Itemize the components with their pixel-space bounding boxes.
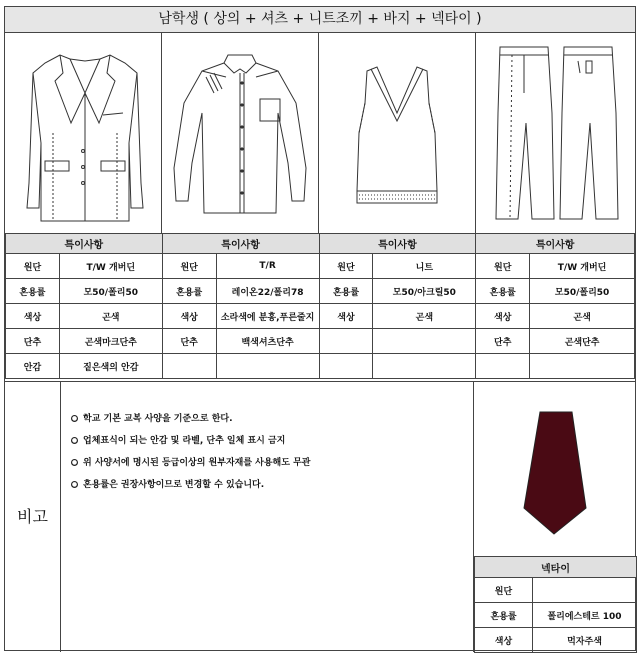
spec-label: 안감 [6,354,60,379]
remark-text: 학교 기본 교복 사양을 기준으로 한다. [83,414,233,424]
list-item [71,434,471,456]
bullet-icon: ● [71,481,78,488]
remark-text: 혼용률은 권장사항이므로 변경할 수 있습니다. [83,480,265,490]
bullet-icon: ● [71,415,78,422]
spec-value [373,354,476,379]
list-item [71,456,471,478]
spec-value [533,578,637,603]
spec-label: 단추 [162,329,216,354]
list-item [71,412,471,434]
list-item [71,478,471,500]
necktie-table [474,556,637,653]
spec-value: T/W 개버딘 [59,254,162,279]
spec-label: 혼용률 [162,279,216,304]
spec-value: 먹자주색 [533,628,637,653]
spec-value [530,354,635,379]
spec-label: 혼용률 [319,279,373,304]
spec-label [476,354,530,379]
spec-label: 단추 [6,329,60,354]
necktie-panel [473,382,636,652]
spec-label: 색상 [162,304,216,329]
spec-label: 원단 [475,578,533,603]
remarks-section [5,381,635,652]
spec-label: 원단 [476,254,530,279]
spec-value: 백색셔츠단추 [216,329,319,354]
spec-value [216,354,319,379]
spec-label: 원단 [6,254,60,279]
spec-value: 곤색 [530,304,635,329]
spec-row-color [6,304,635,329]
remarks-label: 비고 [5,382,61,652]
spec-label: 원단 [319,254,373,279]
necktie-header: 넥타이 [475,557,637,578]
spec-value: 레이온22/폴리78 [216,279,319,304]
spec-label: 혼용률 [6,279,60,304]
spec-sheet [4,6,636,651]
bullet-icon: ● [71,459,78,466]
spec-header-jacket: 특이사항 [6,234,163,254]
spec-label [162,354,216,379]
spec-label: 색상 [476,304,530,329]
spec-value: 곤색 [373,304,476,329]
spec-value: 곤색마크단추 [59,329,162,354]
spec-value: T/R [216,254,319,279]
spec-header-vest: 특이사항 [319,234,476,254]
spec-label: 색상 [319,304,373,329]
spec-row-blend [6,279,635,304]
spec-value: 곤색 [59,304,162,329]
spec-row-lining [6,354,635,379]
spec-label: 색상 [6,304,60,329]
spec-value: 곤색단추 [530,329,635,354]
necktie-drawing [474,382,636,556]
spec-label: 색상 [475,628,533,653]
spec-label [319,329,373,354]
shirt-drawing [162,33,319,233]
spec-label: 혼용률 [476,279,530,304]
spec-header-row [6,234,635,254]
necktie-row-color [475,628,637,653]
pants-drawing [476,33,635,233]
spec-value: T/W 개버딘 [530,254,635,279]
spec-value: 니트 [373,254,476,279]
spec-label: 혼용률 [475,603,533,628]
spec-table [5,233,635,379]
remark-text: 업체표식이 되는 안감 및 라벨, 단추 일체 표시 금지 [83,436,286,446]
spec-header-shirt: 특이사항 [162,234,319,254]
spec-value: 모50/폴리50 [59,279,162,304]
spec-label: 단추 [476,329,530,354]
necktie-row-blend [475,603,637,628]
spec-value: 소라색에 분홍,푸른줄지 [216,304,319,329]
spec-value [373,329,476,354]
necktie-row-fabric [475,578,637,603]
spec-value: 짙은색의 안감 [59,354,162,379]
spec-row-fabric [6,254,635,279]
remark-text: 위 사양서에 명시된 등급이상의 원부자재를 사용해도 무관 [83,458,311,468]
spec-value: 폴리에스테르 100 [533,603,637,628]
page-title: 남학생 ( 상의 + 셔츠 + 니트조끼 + 바지 + 넥타이 ) [5,7,635,33]
remarks-list [71,412,471,500]
spec-label: 원단 [162,254,216,279]
jacket-drawing [5,33,162,233]
spec-value: 모50/폴리50 [530,279,635,304]
spec-label [319,354,373,379]
bullet-icon: ● [71,437,78,444]
spec-value: 모50/아크릴50 [373,279,476,304]
vest-drawing [319,33,476,233]
spec-row-button [6,329,635,354]
spec-header-pants: 특이사항 [476,234,635,254]
